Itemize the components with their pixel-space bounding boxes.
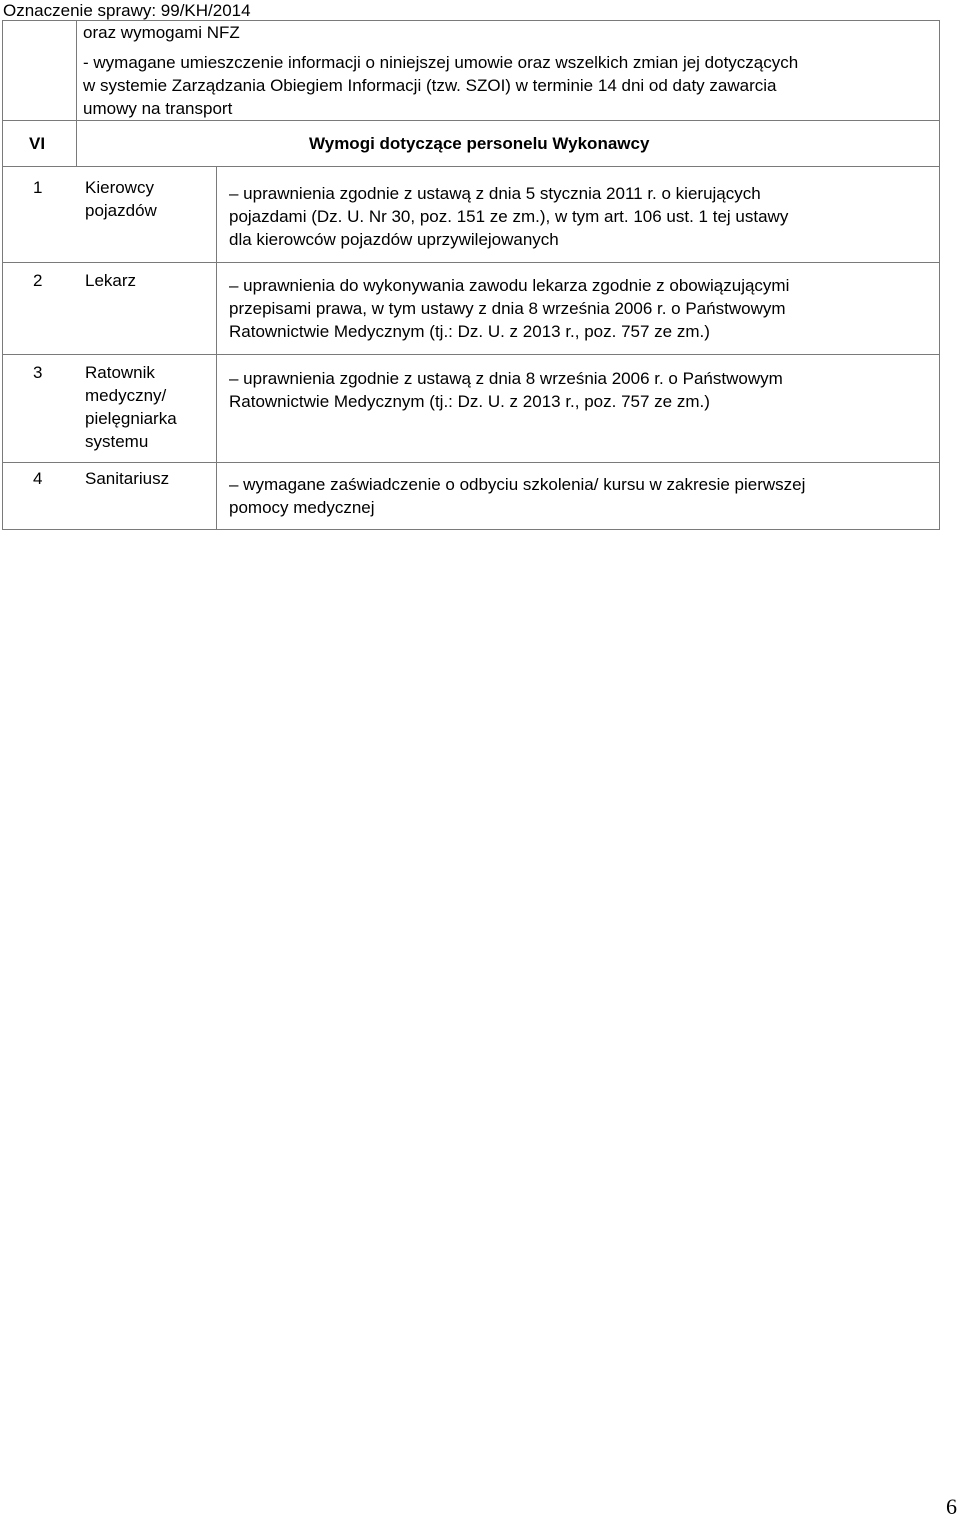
column-divider [76, 120, 77, 166]
page-number: 6 [946, 1494, 957, 1519]
row-divider [3, 262, 939, 263]
requirement-text: Ratownictwie Medycznym (tj.: Dz. U. z 2013 r., poz. 757 ze zm.) [229, 392, 710, 411]
requirement-text: – uprawnienia zgodnie z ustawą z dnia 5 stycznia 2011 r. o kierujących [229, 184, 761, 203]
requirement-text: pomocy medycznej [229, 498, 375, 517]
row-number: 3 [33, 363, 43, 382]
role-name: Lekarz [85, 271, 137, 290]
section-title: Wymogi dotyczące personelu Wykonawcy [309, 134, 650, 153]
requirement-text: pojazdami (Dz. U. Nr 30, poz. 151 ze zm.), w tym art. 106 ust. 1 tej ustawy [229, 207, 789, 226]
role-name: Sanitariusz [85, 469, 170, 488]
requirement-text: – uprawnienia zgodnie z ustawą z dnia 8 września 2006 r. o Państwowym [229, 369, 783, 388]
role-name: medyczny/ [85, 386, 167, 405]
row-divider [3, 166, 939, 167]
role-name: Kierowcy [85, 178, 154, 197]
role-name: pielęgniarka [85, 409, 177, 428]
column-divider [76, 21, 77, 120]
requirement-text: Ratownictwie Medycznym (tj.: Dz. U. z 2013 r., poz. 757 ze zm.) [229, 322, 710, 341]
row-number: 1 [33, 178, 43, 197]
section-number: VI [29, 134, 46, 153]
row-number: 2 [33, 271, 43, 290]
prev-section-text: w systemie Zarządzania Obiegiem Informacji (tzw. SZOI) w terminie 14 dni od daty zawarcia [83, 76, 777, 95]
role-name: Ratownik [85, 363, 155, 382]
role-name: pojazdów [85, 201, 157, 220]
requirement-text: przepisami prawa, w tym ustawy z dnia 8 września 2006 r. o Państwowym [229, 299, 786, 318]
requirement-text: – uprawnienia do wykonywania zawodu lekarza zgodnie z obowiązującymi [229, 276, 790, 295]
role-name: systemu [85, 432, 149, 451]
prev-section-text: - wymagane umieszczenie informacji o niniejszej umowie oraz wszelkich zmian jej dotyczących [83, 53, 799, 72]
requirement-text: – wymagane zaświadczenie o odbyciu szkolenia/ kursu w zakresie pierwszej [229, 475, 806, 494]
row-divider [3, 462, 939, 463]
row-divider [3, 354, 939, 355]
prev-section-text: umowy na transport [83, 99, 233, 118]
column-divider [216, 166, 217, 529]
row-number: 4 [33, 469, 43, 488]
prev-section-text: oraz wymogami NFZ [83, 23, 240, 42]
requirement-text: dla kierowców pojazdów uprzywilejowanych [229, 230, 559, 249]
row-divider [3, 120, 939, 121]
requirements-table [2, 20, 940, 530]
case-reference: Oznaczenie sprawy: 99/KH/2014 [3, 1, 251, 20]
